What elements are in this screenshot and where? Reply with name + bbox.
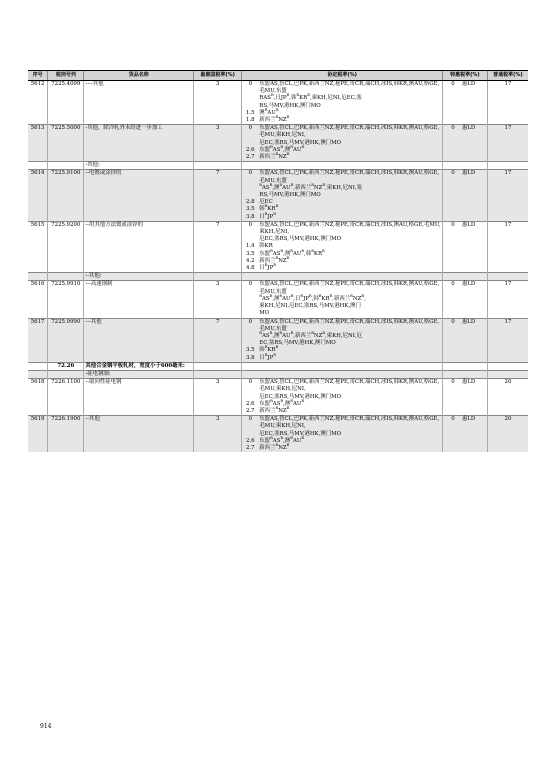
agreement-rate — [243, 185, 257, 192]
header-mfn: 最惠国税率(%) — [194, 71, 242, 81]
header-agreement: 协定税率(%) — [242, 71, 443, 81]
agreement-line — [243, 248, 441, 258]
agreement-rate — [243, 192, 257, 199]
cell-name: -其他: — [84, 162, 194, 170]
agreement-rate: 2.6 — [245, 146, 255, 153]
agreement-countries: EC,塞RS,马MV,港HK,澳门MO — [259, 340, 336, 347]
cell-name: -硅电钢制: — [84, 370, 194, 378]
table-row — [28, 221, 528, 272]
cell-agreement — [242, 379, 443, 416]
agreement-countries: 柬KH,尼NI,厄EC,塞RS,马MV,港HK,澳门 — [259, 303, 361, 310]
page-number: 914 — [40, 723, 52, 730]
cell-general: 17 — [487, 281, 528, 318]
cell-mfn: 7 — [194, 318, 242, 362]
cell-mfn — [194, 362, 242, 370]
agreement-rate — [243, 431, 257, 438]
cell-mfn — [194, 370, 242, 378]
pref-rate: 0 — [451, 318, 455, 325]
cell-code: 7225.5000 — [48, 125, 84, 162]
agreement-rate: 1.5 — [245, 109, 255, 116]
cell-preferential — [442, 170, 487, 221]
cell-code: 7226.1900 — [48, 416, 84, 453]
agreement-countries: 韩$^RKR^R$ — [259, 204, 279, 213]
agreement-rate: 3.8 — [245, 213, 255, 220]
agreement-countries: 东盟AS,智CL,巴PK,新西兰NZ,秘PE,哥CR,瑞CH,冰IS,韩KR,澳AU,格GE,毛MU,柬KH,尼NI, — [259, 416, 440, 430]
table-row — [28, 162, 528, 170]
cell-general — [487, 362, 528, 370]
cell-mfn: 3 — [194, 379, 242, 416]
agreement-rate: 0 — [248, 318, 252, 325]
cell-code: 7226.1100 — [48, 379, 84, 416]
agreement-rate: 0 — [248, 221, 252, 228]
cell-agreement — [242, 370, 443, 378]
cell-name: --其他: — [84, 273, 194, 281]
agreement-countries: 新西兰$^RNZ^R$ — [259, 152, 290, 161]
agreement-countries: 东盟$^RAS^R$,澳$^RAU^R$,韩$^RKR^R$ — [259, 248, 325, 257]
cell-mfn: 7 — [194, 221, 242, 272]
pref-rate: 0 — [451, 379, 455, 386]
agreement-rate: 2.6 — [245, 437, 255, 444]
cell-seq: 5617 — [28, 318, 48, 362]
tariff-page — [28, 70, 528, 452]
cell-name: -其他，除冷轧外未经进一步加工 — [84, 125, 194, 162]
pref-text: 惠LD — [461, 318, 476, 325]
agreement-countries: 东盟AS,智CL,巴PK,新西兰NZ,秘PE,哥CR,瑞CH,冰IS,韩KR,澳AU,格GE,毛MU,柬KH,尼NI, — [259, 379, 440, 393]
agreement-line — [243, 154, 441, 161]
cell-preferential — [442, 379, 487, 416]
agreement-line — [243, 408, 441, 415]
agreement-rate: 3.5 — [245, 347, 255, 354]
agreement-countries: 日$^RJP^R$ — [259, 211, 276, 220]
cell-agreement — [242, 273, 443, 281]
agreement-line — [243, 103, 441, 110]
agreement-countries: 新西兰$^RNZ^R$ — [259, 443, 290, 451]
header-seq: 序号 — [28, 71, 48, 81]
agreement-line — [243, 147, 441, 154]
header-row — [28, 71, 528, 81]
tariff-table — [28, 70, 528, 452]
agreement-line — [243, 319, 441, 333]
agreement-countries: 厄EC,塞RS,马MV,港HK,澳门MO — [259, 430, 342, 437]
cell-mfn: 3 — [194, 125, 242, 162]
agreement-countries: 东盟$^RAS^R$,澳$^RAU^R$ — [259, 435, 305, 444]
cell-code — [48, 273, 84, 281]
agreement-countries: 韩KR — [259, 243, 273, 250]
cell-seq: 5619 — [28, 416, 48, 453]
agreement-rate: 0 — [248, 281, 252, 288]
agreement-rate — [243, 95, 257, 102]
cell-mfn: 3 — [194, 281, 242, 318]
agreement-line — [243, 379, 441, 393]
pref-rate: 0 — [451, 221, 455, 228]
table-row — [28, 379, 528, 416]
table-row — [28, 273, 528, 281]
agreement-countries: 韩$^RKR^R$ — [259, 345, 279, 354]
agreement-line — [243, 398, 441, 408]
agreement-line — [243, 303, 441, 310]
table-row — [28, 170, 528, 221]
agreement-rate — [243, 236, 257, 243]
agreement-countries: 厄EC,塞RS,马MV,港HK,澳门MO — [259, 236, 342, 243]
header-preferential: 特惠税率(%) — [442, 71, 487, 81]
cell-general: 17 — [487, 221, 528, 272]
cell-seq: 5618 — [28, 379, 48, 416]
table-row — [28, 281, 528, 318]
cell-name: --其他 — [84, 416, 194, 453]
agreement-rate: 0 — [248, 125, 252, 132]
cell-agreement — [242, 81, 443, 125]
agreement-line — [243, 416, 441, 430]
agreement-line — [243, 435, 441, 445]
agreement-line — [243, 352, 441, 362]
header-name: 货品名称 — [84, 71, 194, 81]
agreement-countries: 厄EC,塞RS,马MV,港HK,澳门MO — [259, 393, 342, 400]
agreement-line — [243, 185, 441, 192]
cell-preferential — [442, 362, 487, 370]
agreement-line — [243, 281, 441, 295]
agreement-line — [243, 296, 441, 303]
cell-mfn — [194, 273, 242, 281]
agreement-line — [243, 222, 441, 236]
cell-agreement — [242, 162, 443, 170]
pref-rate: 0 — [451, 125, 455, 132]
agreement-rate: 2.6 — [245, 400, 255, 407]
cell-agreement — [242, 362, 443, 370]
agreement-countries: RS,马MV,港HK,澳门MO — [259, 102, 321, 109]
agreement-line — [243, 310, 441, 317]
table-row — [28, 125, 528, 162]
agreement-line — [243, 117, 441, 124]
cell-general: 17 — [487, 318, 528, 362]
pref-text: 惠LD — [461, 281, 476, 288]
cell-seq — [28, 273, 48, 281]
agreement-countries: 新西兰$^RNZ^R$ — [259, 406, 290, 414]
cell-preferential — [442, 125, 487, 162]
agreement-rate — [243, 303, 257, 310]
cell-code: 7225.9100 — [48, 170, 84, 221]
agreement-countries: $RAS^R$,日$JP^R$,韩$^RKR^R$,柬KH,尼NI,厄EC,塞 — [259, 93, 362, 102]
table-body — [28, 81, 528, 453]
pref-rate: 0 — [451, 281, 455, 288]
agreement-line — [243, 211, 441, 221]
pref-text: 惠LD — [461, 379, 476, 386]
agreement-rate: 3.8 — [245, 354, 255, 361]
agreement-rate: 2.7 — [245, 154, 255, 161]
agreement-countries: $^RAS^R$,澳$^RAU^R$,日$^RJP^R$,韩$^RKR^R$,新西兰$^RNZ^R$, — [259, 294, 366, 302]
cell-preferential — [442, 370, 487, 378]
pref-text: 惠LD — [461, 221, 476, 228]
agreement-rate: 0 — [248, 416, 252, 423]
cell-agreement — [242, 221, 443, 272]
agreement-countries: 日$^RJP^R$ — [259, 352, 276, 361]
agreement-rate: 2.7 — [245, 407, 255, 414]
cell-name: ---高速钢制 — [84, 281, 194, 318]
cell-name: 其他合金钢平板轧材，宽度小于600毫米: — [84, 362, 194, 370]
agreement-countries: 日$^RJP^R$ — [259, 263, 276, 272]
pref-rate: 0 — [451, 416, 455, 423]
cell-general: 17 — [487, 125, 528, 162]
agreement-countries: 东盟AS,智CL,巴PK,新西兰NZ,秘PE,哥CR,瑞CH,冰IS,韩KR,澳AU,格GE,毛MU,东盟 — [259, 318, 440, 332]
agreement-rate: 2.8 — [245, 199, 255, 206]
agreement-line — [243, 265, 441, 272]
cell-mfn — [194, 162, 242, 170]
agreement-rate — [243, 310, 257, 317]
cell-name: --电镀或涂锌的 — [84, 170, 194, 221]
agreement-countries: 东盟AS,智CL,巴PK,新西兰NZ,秘PE,哥CR,瑞CH,冰IS,韩KR,澳AU,格GE,毛MU,东盟 — [259, 281, 440, 295]
table-row — [28, 370, 528, 378]
table-row — [28, 416, 528, 453]
agreement-countries: 东盟$^RAS^R$,澳$^RAU^R$ — [259, 145, 305, 153]
cell-code: 7225.9990 — [48, 318, 84, 362]
agreement-countries: 东盟AS,智CL,巴PK,新西兰NZ,秘PE,哥CR,瑞CH,冰IS,韩KR,澳AU,格GE,毛MU,东盟 — [259, 81, 440, 95]
cell-seq: 5612 — [28, 81, 48, 125]
agreement-countries: 新西兰$^RNZ^R$ — [259, 115, 290, 124]
agreement-countries: 新西兰$^RNZ^R$ — [259, 256, 290, 264]
header-code: 税则号列 — [48, 71, 84, 81]
agreement-rate — [243, 296, 257, 303]
agreement-countries: 厄EC,塞RS,马MV,港HK,澳门MO — [259, 139, 342, 146]
agreement-rate — [243, 103, 257, 110]
cell-code: 72.26 — [48, 362, 84, 370]
cell-name: ---其他 — [84, 318, 194, 362]
table-row — [28, 318, 528, 362]
agreement-countries: RS,马MV,港HK,澳门MO — [259, 192, 321, 199]
header-general: 普通税率(%) — [487, 71, 528, 81]
cell-seq — [28, 370, 48, 378]
agreement-countries: $^RAS^R$,澳$^RAU^R$,新西兰$^RNZ^R$,柬KH,尼NI,厄 — [259, 331, 362, 339]
cell-seq: 5614 — [28, 170, 48, 221]
cell-preferential — [442, 273, 487, 281]
pref-text: 惠LD — [461, 416, 476, 423]
cell-mfn: 3 — [194, 81, 242, 125]
cell-preferential — [442, 416, 487, 453]
agreement-countries: 东盟AS,智CL,巴PK,新西兰NZ,秘PE,哥CR,瑞CH,冰IS,韩KR,澳AU,格GE,毛MU,柬KH,尼NI, — [259, 125, 440, 139]
cell-preferential — [442, 81, 487, 125]
agreement-rate: 4.8 — [245, 265, 255, 272]
table-row — [28, 362, 528, 370]
agreement-countries: MO — [259, 310, 270, 317]
cell-code: 7225.9910 — [48, 281, 84, 318]
cell-general: 20 — [487, 379, 528, 416]
cell-preferential — [442, 162, 487, 170]
agreement-countries: 东盟AS,智CL,巴PK,新西兰NZ,秘PE,哥CR,瑞CH,冰IS,澳AU,格GE,毛MU,柬KH,尼NI, — [259, 221, 441, 236]
cell-code — [48, 162, 84, 170]
agreement-rate: 3.5 — [245, 250, 255, 257]
agreement-rate: 0 — [248, 170, 252, 177]
agreement-line — [243, 445, 441, 452]
cell-name: ----其他 — [84, 81, 194, 125]
cell-mfn: 3 — [194, 416, 242, 453]
agreement-rate — [243, 340, 257, 347]
cell-seq — [28, 162, 48, 170]
cell-general — [487, 162, 528, 170]
cell-code — [48, 370, 84, 378]
cell-agreement — [242, 281, 443, 318]
agreement-line — [243, 95, 441, 102]
cell-general: 17 — [487, 81, 528, 125]
cell-general — [487, 370, 528, 378]
agreement-countries: 厄EC — [259, 199, 273, 206]
pref-rate: 0 — [451, 170, 455, 177]
agreement-rate — [243, 140, 257, 147]
agreement-countries: 东盟$^RAS^R$,澳$^RAU^R$ — [259, 398, 305, 407]
agreement-countries: 东盟AS,智CL,巴PK,新西兰NZ,秘PE,哥CR,瑞CH,冰IS,韩KR,澳AU,格GE,毛MU,东盟 — [259, 170, 440, 184]
cell-name: --用其他方法镀或涂锌的 — [84, 221, 194, 272]
cell-agreement — [242, 416, 443, 453]
cell-agreement — [242, 318, 443, 362]
agreement-line — [243, 110, 441, 117]
pref-text: 惠LD — [461, 170, 476, 177]
cell-preferential — [442, 221, 487, 272]
agreement-line — [243, 170, 441, 184]
agreement-rate: 0 — [248, 81, 252, 87]
agreement-rate: 2.7 — [245, 444, 255, 451]
cell-seq: 5616 — [28, 281, 48, 318]
cell-general: 20 — [487, 416, 528, 453]
agreement-rate: 1.4 — [245, 243, 255, 250]
agreement-rate: 0 — [248, 379, 252, 386]
cell-code: 7225.9200 — [48, 221, 84, 272]
cell-preferential — [442, 318, 487, 362]
agreement-rate — [243, 394, 257, 401]
cell-seq: 5613 — [28, 125, 48, 162]
pref-text: 惠LD — [461, 125, 476, 132]
agreement-countries: 澳$^RAU^R$ — [259, 108, 279, 116]
cell-general: 17 — [487, 170, 528, 221]
agreement-countries: $^RAS^R$,澳$^RAU^R$,新西兰$^RNZ^R$,柬KH,尼NI,塞 — [259, 183, 362, 191]
agreement-rate: 4.2 — [245, 257, 255, 264]
pref-rate: 0 — [451, 81, 455, 87]
cell-mfn: 7 — [194, 170, 242, 221]
cell-agreement — [242, 125, 443, 162]
agreement-rate: 3.5 — [245, 206, 255, 213]
cell-code: 7225.4099 — [48, 81, 84, 125]
agreement-rate — [243, 333, 257, 340]
cell-name: --取向性硅电钢 — [84, 379, 194, 416]
cell-agreement — [242, 170, 443, 221]
cell-seq — [28, 362, 48, 370]
pref-text: 惠LD — [461, 81, 476, 87]
cell-general — [487, 273, 528, 281]
cell-preferential — [442, 281, 487, 318]
table-row — [28, 81, 528, 125]
cell-seq: 5615 — [28, 221, 48, 272]
agreement-rate: 1.8 — [245, 117, 255, 124]
agreement-line — [243, 125, 441, 139]
